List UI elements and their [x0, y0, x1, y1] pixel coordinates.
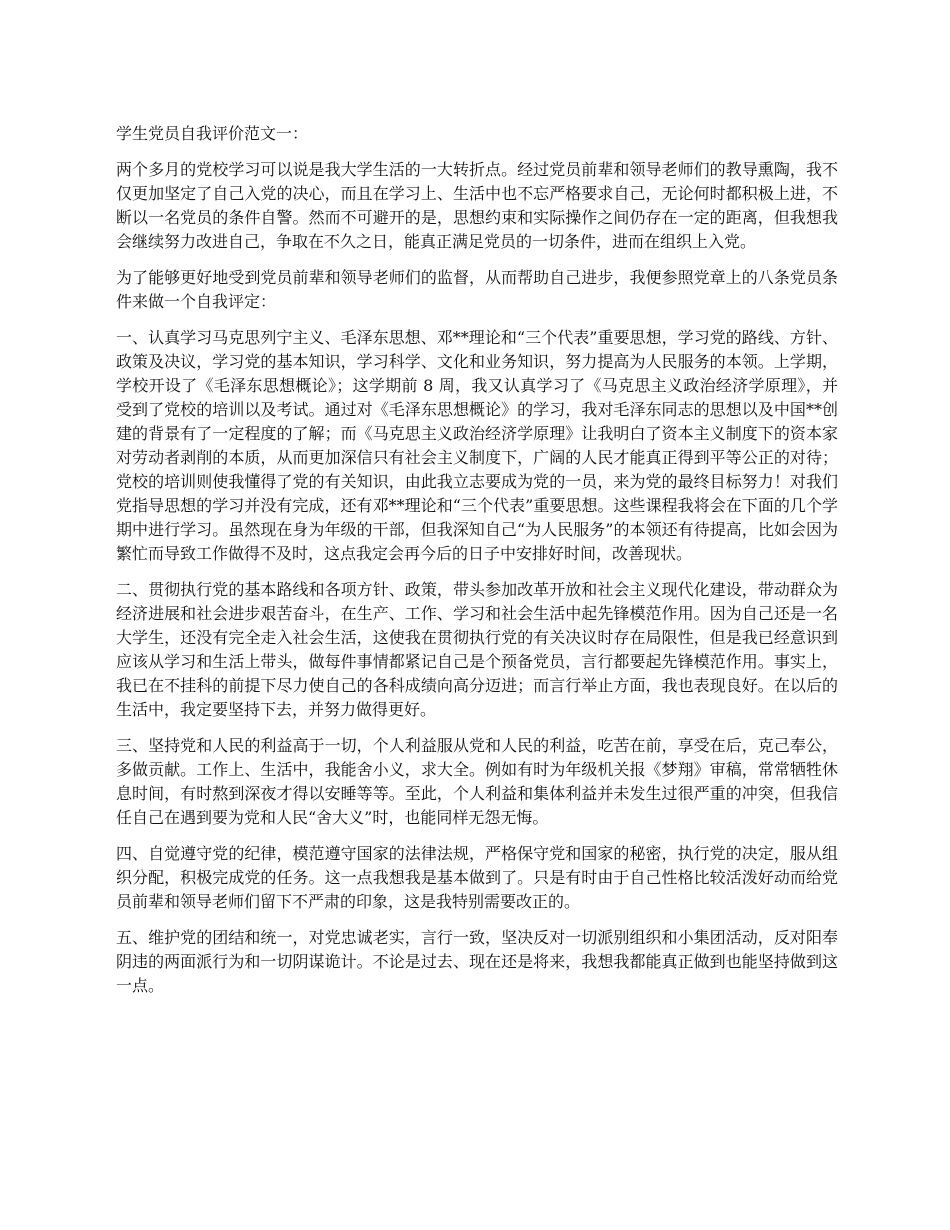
paragraph-point-five: 五、维护党的团结和统一，对党忠诚老实，言行一致，坚决反对一切派别组织和小集团活动，反对阳奉阴违的两面派行为和一切阴谋诡计。不论是过去、现在还是将来，我想我都能真正做到也能坚持做到这一点。: [116, 928, 838, 995]
paragraph-point-four: 四、自觉遵守党的纪律，模范遵守国家的法律法规，严格保守党和国家的秘密，执行党的决定，服从组织分配，积极完成党的任务。这一点我想我是基本做到了。只是有时由于自己性格比较活泼好动而给党员前辈和领导老师们留下不严肃的印象，这是我特别需要改正的。: [116, 844, 838, 911]
document-page: [116, 122, 838, 1010]
paragraph-intro: 两个多月的党校学习可以说是我大学生活的一大转折点。经过党员前辈和领导老师们的教导熏陶，我不仅更加坚定了自己入党的决心，而且在学习上、生活中也不忘严格要求自己，无论何时都积极上进，不断以一名党员的条件自警。然而不可避开的是，思想约束和实际操作之间仍存在一定的距离，但我想我会继续努力改进自己，争取在不久之日，能真正满足党员的一切条件，进而在组织上入党。: [116, 160, 838, 251]
document-title: 学生党员自我评价范文一：: [116, 124, 309, 143]
paragraph-self-assessment-lead: 为了能够更好地受到党员前辈和领导老师们的监督，从而帮助自己进步，我便参照党章上的八条党员条件来做一个自我评定：: [116, 268, 838, 311]
paragraph-point-two: 二、贯彻执行党的基本路线和各项方针、政策，带头参加改革开放和社会主义现代化建设，带动群众为经济进展和社会进步艰苦奋斗，在生产、工作、学习和社会生活中起先锋模范作用。因为自己还是一名大学生，还没有完全走入社会生活，这使我在贯彻执行党的有关决议时存在局限性，但是我已经意识到应该从学习和生活上带头，做每件事情都紧记自己是个预备党员，言行都要起先锋模范作用。事实上，我已在不挂科的前提下尽力使自己的各科成绩向高分迈进；而言行举止方面，我也表现良好。在以后的生活中，我定要坚持下去，并努力做得更好。: [116, 580, 838, 719]
paragraph-point-one: 一、认真学习马克思列宁主义、毛泽东思想、邓**理论和“三个代表”重要思想，学习党的路线、方针、政策及决议，学习党的基本知识，学习科学、文化和业务知识，努力提高为人民服务的本领。上学期，学校开设了《毛泽东思想概论》；这学期前 8 周，我又认真学习了《马克思主义政治经济学原理》，并受到了党校的培训以及考试。通过对《毛泽东思想概论》的学习，我对毛泽东同志的思想以及中国**创建的背景有了一定程度的了解；而《马克思主义政治经济学原理》让我明白了资本主义制度下的资本家对劳动者剥削的本质，从而更加深信只有社会主义制度下，广阔的人民才能真正得到平等公正的对待；党校的培训则使我懂得了党的有关知识，由此我立志要成为党的一员，来为党的最终目标努力！对我们党指导思想的学习并没有完成，还有邓**理论和“三个代表”重要思想。这些课程我将会在下面的几个学期中进行学习。虽然现在身为年级的干部，但我深知自己“为人民服务”的本领还有待提高，比如会因为繁忙而导致工作做得不及时，这点我定会再今后的日子中安排好时间，改善现状。: [116, 328, 838, 563]
paragraph-point-three: 三、坚持党和人民的利益高于一切，个人利益服从党和人民的利益，吃苦在前，享受在后，克己奉公，多做贡献。工作上、生活中，我能舍小义，求大全。例如有时为年级机关报《梦翔》审稿，常常牺牲休息时间，有时熬到深夜才得以安睡等等。至此，个人利益和集体利益并未发生过很严重的冲突，但我信任自己在遇到要为党和人民“舍大义”时，也能同样无怨无悔。: [116, 736, 838, 827]
